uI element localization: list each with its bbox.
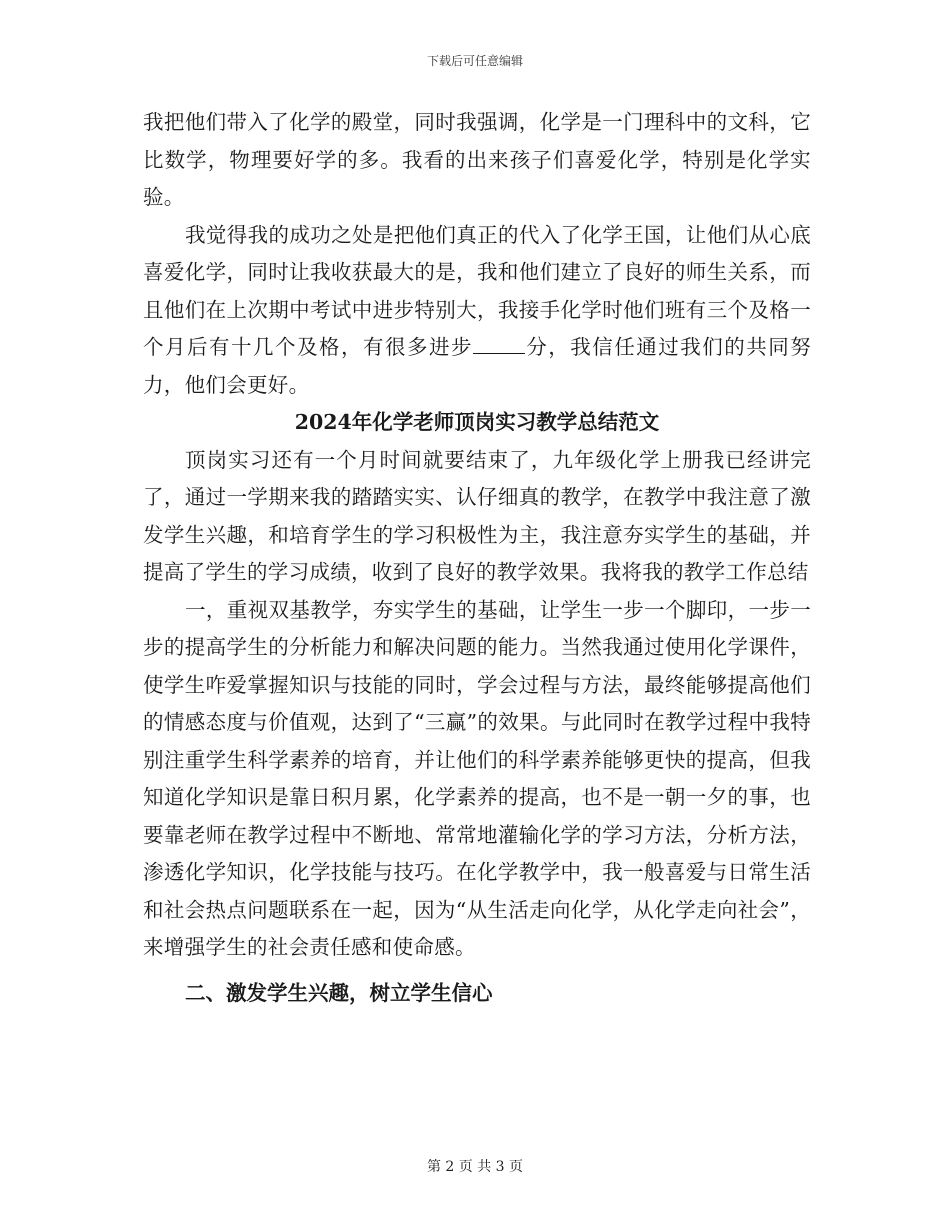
paragraph-2-text-after-blank: 分，我信任通过我们的共同努力，他们会更好。 [143, 335, 811, 397]
paragraph-1: 我把他们带入了化学的殿堂，同时我强调，化学是一门理科中的文科，它比数学，物理要好学的多。我看的出来孩子们喜爱化学，特别是化学实验。 [143, 110, 811, 209]
paragraph-4: 一，重视双基教学，夯实学生的基础，让学生一步一个脚印，一步一步的提高学生的分析能力和解决问题的能力。当然我通过使用化学课件，使学生咋爱掌握知识与技能的同时，学会过程与方法，最终能够提高他们的情感态度与价值观，达到了“三赢”的效果。与此同时在教学过程中我特别注重学生科学素养的培育，并让他们的科学素养能够更快的提高，但我知道化学知识是靠日积月累，化学素养的提高，也不是一朝一夕的事，也要靠老师在教学过程中不断地、常常地灌输化学的学习方法，分析方法，渗透化学知识，化学技能与技巧。在化学教学中，我一般喜爱与日常生活和社会热点问题联系在一起，因为“从生活走向化学，从化学走向社会”，来增强学生的社会责任感和使命感。 [143, 597, 811, 959]
paragraph-3: 顶岗实习还有一个月时间就要结束了，九年级化学上册我已经讲完了，通过一学期来我的踏踏实实、认仔细真的教学，在教学中我注意了激发学生兴趣，和培育学生的学习积极性为主，我注意夯实学生的基础，并提高了学生的学习成绩，收到了良好的教学效果。我将我的教学工作总结 [143, 447, 811, 584]
section-title: 2024年化学老师顶岗实习教学总结范文 [294, 410, 660, 434]
paragraph-2-text-before-blank: 我觉得我的成功之处是把他们真正的代入了化学王国，让他们从心底喜爱化学，同时让我收获最大的是，我和他们建立了良好的师生关系，而且他们在上次期中考试中进步特别大，我接手化学时他们班有三个及格一个月后有十几个及格，有很多进步 [143, 222, 811, 359]
document-body [143, 104, 811, 1012]
fill-in-blank [473, 335, 525, 354]
page-footer: 第 2 页 共 3 页 [426, 1159, 524, 1175]
page-header: 下载后可任意编辑 [426, 54, 523, 68]
subsection-heading: 二、激发学生兴趣，树立学生信心 [185, 980, 493, 1005]
paragraph-2 [143, 217, 811, 405]
